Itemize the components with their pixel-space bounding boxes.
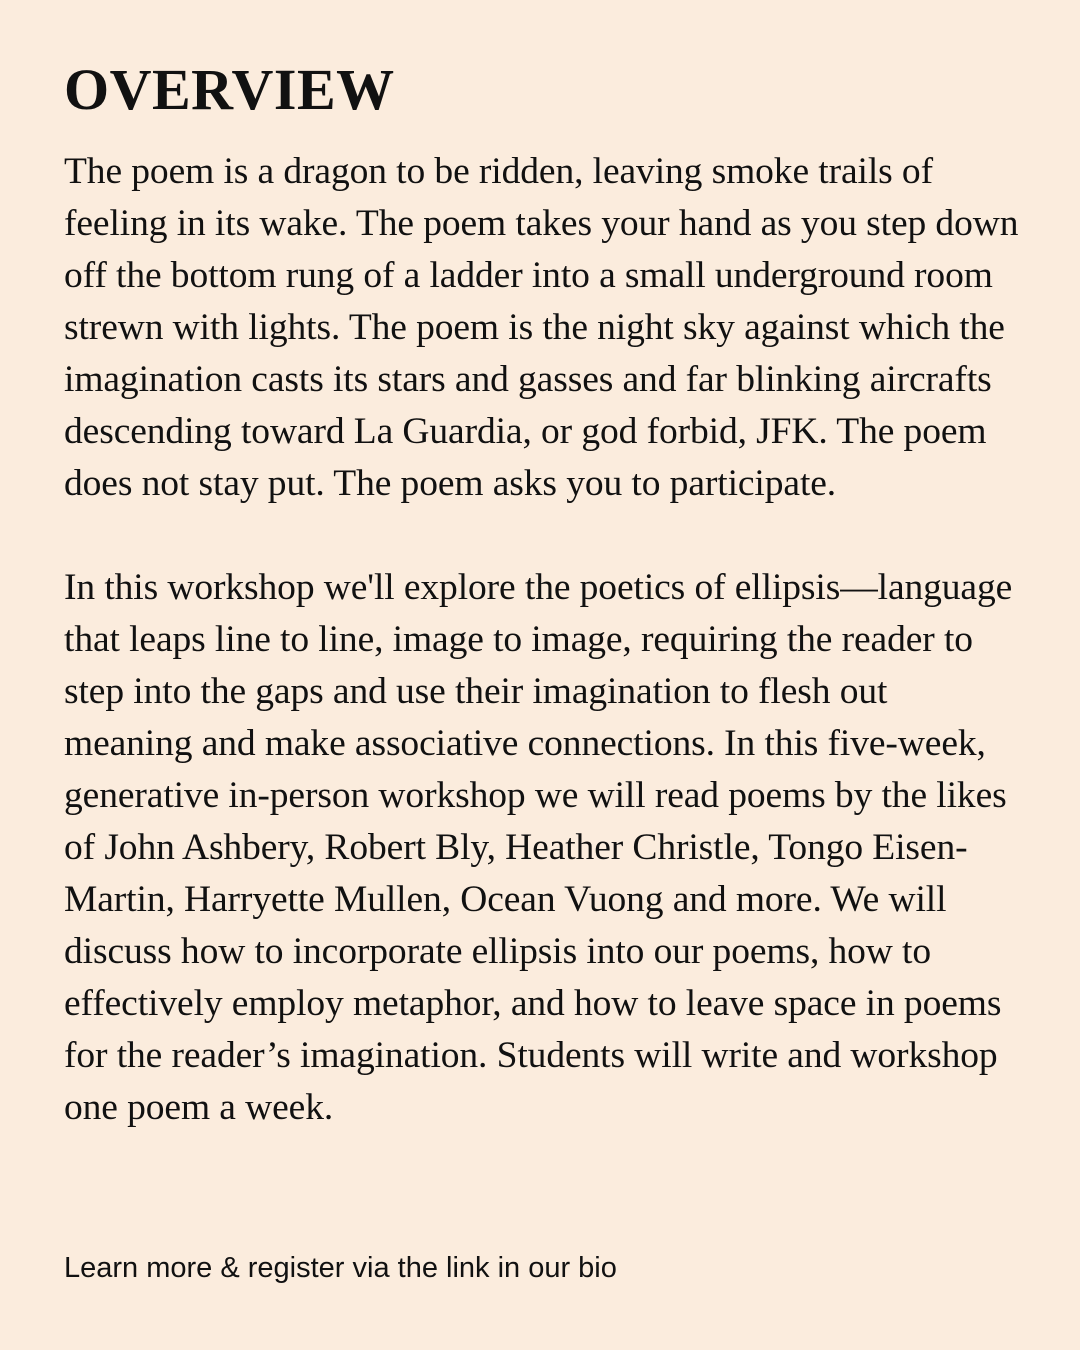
register-call-to-action: Learn more & register via the link in our bio — [64, 1252, 617, 1284]
overview-section — [64, 56, 1024, 1134]
workshop-description-paragraph: In this workshop we'll explore the poetics of ellipsis—language that leaps line to line, image to image, requiring the reader to step into the gaps and use their imagination to flesh out meaning and make associative connections. In this five-week, generative in-person workshop we will read poems by the likes of John Ashbery, Robert Bly, Heather Christle, Tongo Eisen-Martin, Harryette Mullen, Ocean Vuong and more. We will discuss how to incorporate ellipsis into our poems, how to effectively employ metaphor, and how to leave space in poems for the reader’s imagination. Students will write and workshop one poem a week. — [64, 567, 1013, 1128]
page-title: OVERVIEW — [64, 57, 395, 122]
intro-paragraph: The poem is a dragon to be ridden, leaving smoke trails of feeling in its wake. The poem takes your hand as you step down off the bottom rung of a ladder into a small underground room strewn with lights. The poem is the night sky against which the imagination casts its stars and gasses and far blinking aircrafts descending toward La Guardia, or god forbid, JFK. The poem does not stay put. The poem asks you to participate. — [64, 151, 1019, 504]
